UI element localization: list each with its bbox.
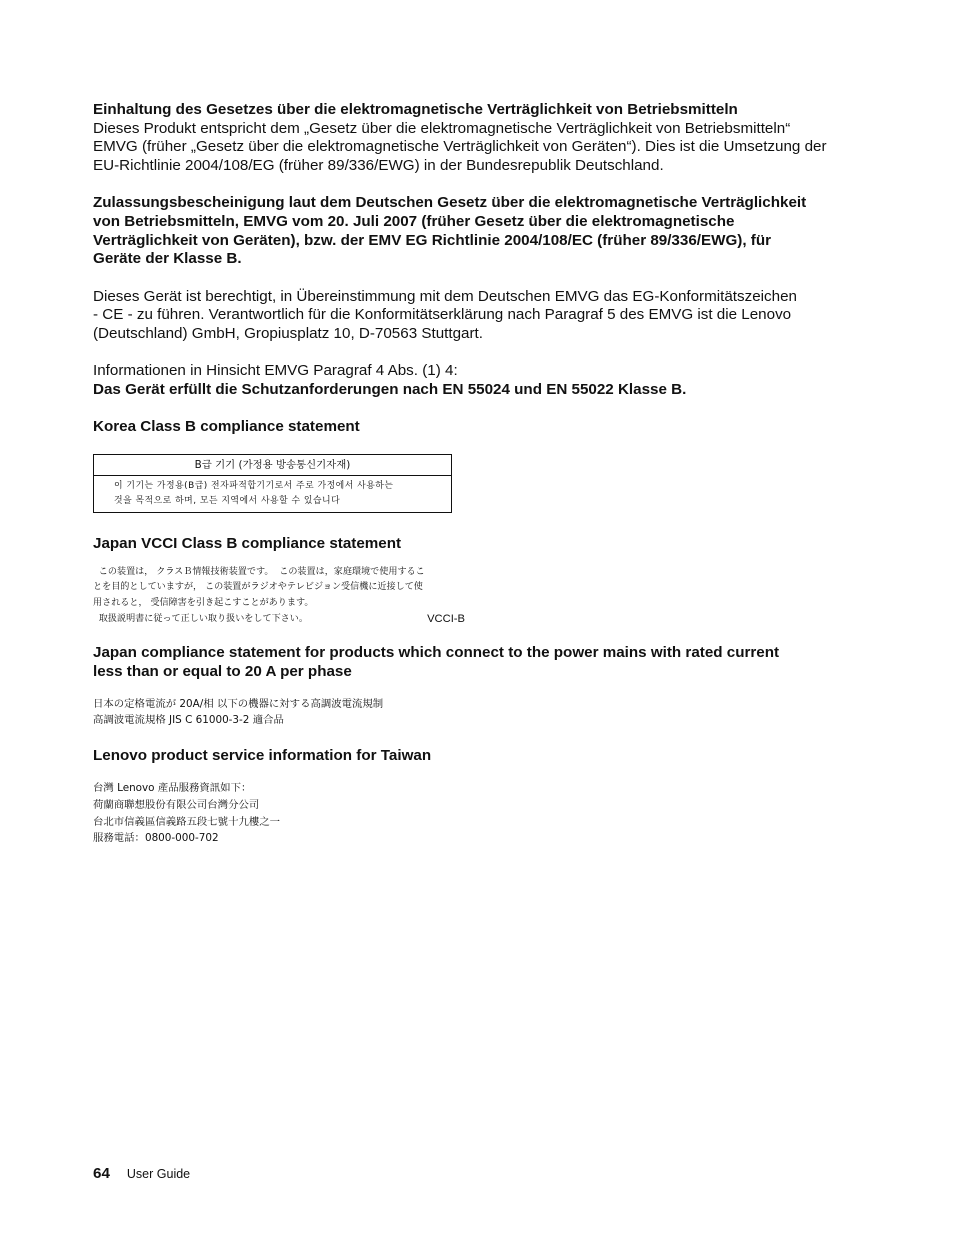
emvg-info-line: Informationen in Hinsicht EMVG Paragraf 4 Abs. (1) 4: xyxy=(93,362,458,380)
taiwan-line: 服務電話：0800-000-702 xyxy=(93,832,219,845)
korea-heading: Korea Class B compliance statement xyxy=(93,418,360,436)
japan-vcci-statement xyxy=(93,565,465,627)
japan-power-heading-line: Japan compliance statement for products which connect to the power mains with rated current xyxy=(93,644,780,662)
zulassung-heading-line: Verträglichkeit von Geräten), bzw. der EMV EG Richtlinie 2004/108/EC (früher 89/336/EWG), für xyxy=(93,231,772,249)
japan-power-statement xyxy=(93,696,863,730)
page-footer xyxy=(93,1165,190,1182)
taiwan-line: 台北市信義區信義路五段七號十九樓之一 xyxy=(93,815,281,828)
vcci-line: 取扱説明書に従って正しい取り扱いをして下さい。 xyxy=(93,613,308,624)
emvg-info-bold: Das Gerät erfüllt die Schutzanforderungen nach EN 55024 und EN 55022 Klasse B. xyxy=(93,380,687,398)
japan-vcci-heading: Japan VCCI Class B compliance statement xyxy=(93,535,402,553)
korea-box-title: B급 기기 (가정용 방송통신기자재) xyxy=(94,455,451,476)
zulassung-heading-line: Geräte der Klasse B. xyxy=(93,250,242,268)
korea-box-body xyxy=(94,476,451,512)
taiwan-line: 台灣 Lenovo 產品服務資訊如下： xyxy=(93,781,252,794)
zulassung-heading-line: Zulassungsbescheinigung laut dem Deutschen Gesetz über die elektromagnetische Verträglichkeit xyxy=(93,194,807,212)
taiwan-line: 荷蘭商聯想股份有限公司台灣分公司 xyxy=(93,798,260,811)
emvg-body-line: EU-Richtlinie 2004/108/EG (früher 89/336/EWG) in der Bundesrepublik Deutschland. xyxy=(93,157,664,175)
vcci-line: とを目的としていますが， この装置がラジオやテレビジョン受信機に近接して使 xyxy=(93,582,423,593)
page-content xyxy=(93,101,863,847)
korea-box-line: 이 기기는 가정용(B급) 전자파적합기기로서 주로 가정에서 사용하는 xyxy=(114,481,394,492)
vcci-line: この装置は， クラスＢ情報技術装置です。 この装置は，家庭環境で使用するこ xyxy=(93,566,425,577)
taiwan-service-info xyxy=(93,780,863,847)
japan-power-line: 高調波電流規格 JIS C 61000-3-2 適合品 xyxy=(93,714,284,727)
zulassung-body-line: Dieses Gerät ist berechtigt, in Übereinstimmung mit dem Deutschen EMVG das EG-Konformitätszeichen xyxy=(93,287,797,305)
page-number: 64 xyxy=(93,1165,110,1182)
emvg-body-line: Dieses Produkt entspricht dem „Gesetz über die elektromagnetische Verträglichkeit von Betriebsmitteln“ xyxy=(93,119,791,137)
zulassung-body-line: - CE - zu führen. Verantwortlich für die Konformitätserklärung nach Paragraf 5 des EMVG ist die Lenovo xyxy=(93,306,792,324)
emvg-heading: Einhaltung des Gesetzes über die elektromagnetische Verträglichkeit von Betriebsmitteln xyxy=(93,101,738,118)
zulassung-heading-line: von Betriebsmitteln, EMVG vom 20. Juli 2007 (früher Gesetz über die elektromagnetische xyxy=(93,213,735,231)
vcci-b-mark: VCCI-B xyxy=(427,612,465,625)
book-title: User Guide xyxy=(126,1167,191,1181)
korea-box-line: 것을 목적으로 하며, 모든 지역에서 사용할 수 있습니다 xyxy=(114,495,341,506)
japan-power-line: 日本の定格電流が 20A/相 以下の機器に対する高調波電流規制 xyxy=(93,697,384,710)
emvg-body-line: EMVG (früher „Gesetz über die elektromagnetische Verträglichkeit von Geräten“). Dies ist die Umsetzung der xyxy=(93,138,827,156)
taiwan-heading: Lenovo product service information for Taiwan xyxy=(93,747,432,765)
vcci-line: 用されると， 受信障害を引き起こすことがあります。 xyxy=(93,598,314,609)
korea-compliance-box xyxy=(93,454,452,513)
japan-power-heading-line: less than or equal to 20 A per phase xyxy=(93,662,352,680)
zulassung-body-line: (Deutschland) GmbH, Gropiusplatz 10, D-70563 Stuttgart. xyxy=(93,325,483,343)
